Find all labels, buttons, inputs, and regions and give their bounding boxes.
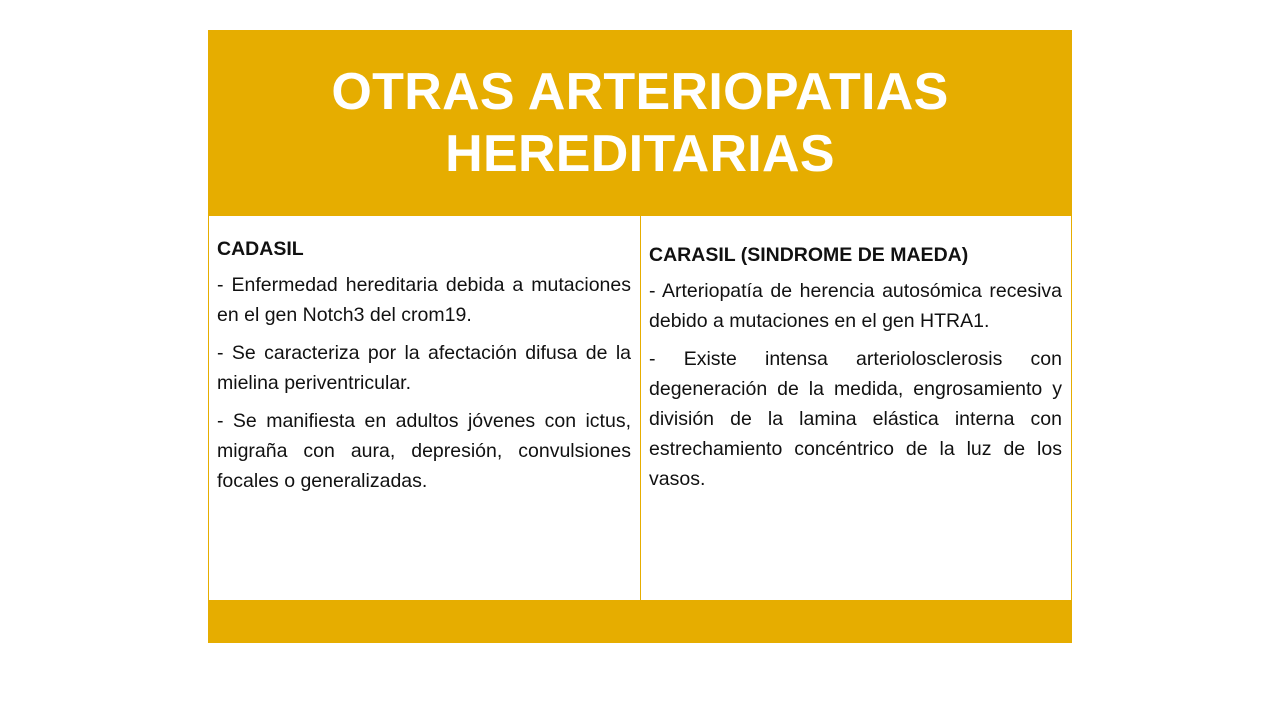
carasil-item-1: - Arteriopatía de herencia autosómica recesiva debido a mutaciones en el gen HTRA1. bbox=[649, 280, 1062, 332]
carasil-item-2: - Existe intensa arteriolosclerosis con degeneración de la medida, engrosamiento y división de la lamina elástica interna con estrechamiento concéntrico de la luz de los vasos. bbox=[649, 348, 1062, 490]
content-row bbox=[208, 215, 1072, 601]
title-band bbox=[208, 30, 1072, 215]
column-cadasil bbox=[209, 216, 640, 600]
slide-title: OTRAS ARTERIOPATIAS HEREDITARIAS bbox=[331, 62, 949, 183]
slide-table bbox=[208, 30, 1072, 643]
cadasil-item-3: - Se manifiesta en adultos jóvenes con ictus, migraña con aura, depresión, convulsiones focales o generalizadas. bbox=[217, 410, 631, 492]
column-heading-carasil: CARASIL (SINDROME DE MAEDA) bbox=[649, 244, 969, 266]
cadasil-item-2: - Se caracteriza por la afectación difusa de la mielina periventricular. bbox=[217, 342, 631, 394]
column-carasil bbox=[640, 216, 1071, 600]
footer-band bbox=[208, 601, 1072, 643]
column-heading-cadasil: CADASIL bbox=[217, 238, 304, 260]
cadasil-item-1: - Enfermedad hereditaria debida a mutaciones en el gen Notch3 del crom19. bbox=[217, 274, 631, 326]
